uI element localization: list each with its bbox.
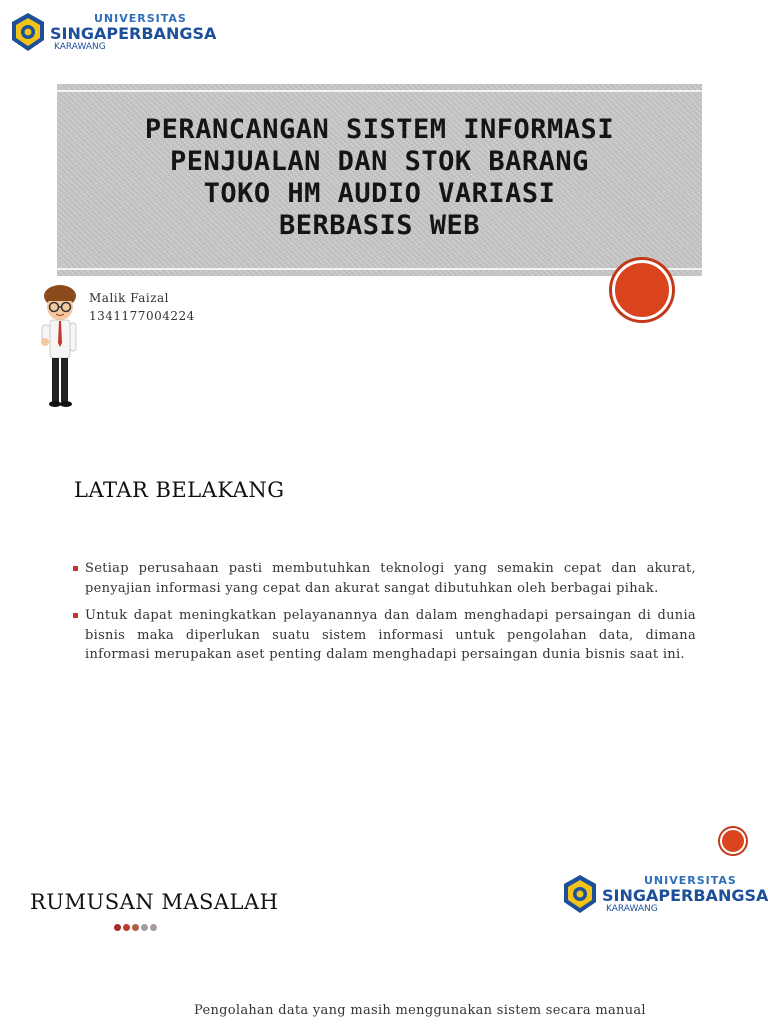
dot [123,924,130,931]
author-name: Malik Faizal [89,291,170,305]
logo-line-singaperbangsa: SINGAPERBANGSA [50,23,217,43]
logo-line-singaperbangsa: SINGAPERBANGSA [602,885,768,905]
dot [132,924,139,931]
university-logo-top [10,12,216,52]
decorative-dots [114,924,157,931]
title-banner [57,84,702,276]
list-item: Setiap perusahaan pasti membutuhkan teknologi yang semakin cepat dan akurat, penyajian informasi yang cepat dan akurat sangat dibutuhkan oleh berbagai pihak. [72,559,696,598]
logo-line-universitas: UNIVERSITAS [644,873,737,887]
dot [150,924,157,931]
dot [141,924,148,931]
university-logo-bottom [562,874,768,914]
logo-line-universitas: UNIVERSITAS [94,11,187,25]
latar-belakang-list [72,559,696,673]
slide-title: PERANCANGAN SISTEM INFORMASI PENJUALAN DAN STOK BARANG TOKO HM AUDIO VARIASI BERBASIS WEB [144,114,615,241]
logo-line-karawang: KARAWANG [606,903,658,914]
university-seal-icon [562,874,598,914]
decorative-circle-small [720,828,746,854]
rumusan-masalah-text: Pengolahan data yang masih menggunakan sistem secara manual [194,1003,646,1018]
latar-belakang-heading: LATAR BELAKANG [74,478,285,502]
presenter-figure-icon [38,283,84,411]
logo-line-karawang: KARAWANG [54,41,106,52]
university-seal-icon [10,12,46,52]
dot [114,924,121,931]
author-student-id: 1341177004224 [89,309,195,323]
decorative-circle-large [612,260,672,320]
list-item: Untuk dapat meningkatkan pelayanannya dan dalam menghadapi persaingan di dunia bisnis maka diperlukan suatu sistem informasi untuk pengolahan data, dimana informasi merupakan aset penting dalam menghadapi persaingan dunia bisnis saat ini. [72,606,696,665]
rumusan-masalah-heading: RUMUSAN MASALAH [30,890,279,914]
